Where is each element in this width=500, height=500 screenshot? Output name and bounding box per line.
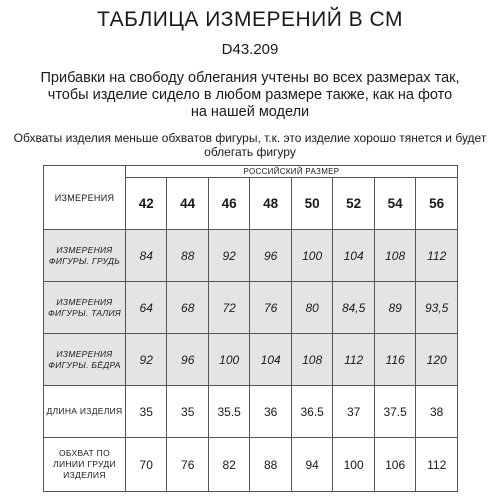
table-row [44,334,458,386]
table-cell: 100 [208,334,249,386]
table-cell: 35 [125,386,166,438]
table-cell: 38 [416,386,458,438]
size-header: 44 [167,178,208,230]
table-cell: 76 [250,282,291,334]
table-cell: 104 [250,334,291,386]
size-band-row [44,166,458,178]
table-cell: 108 [291,334,332,386]
table-cell: 96 [167,334,208,386]
measurements-header: ИЗМЕРЕНИЯ [44,166,126,230]
product-code: D43.209 [221,41,279,58]
table-cell: 72 [208,282,249,334]
size-header: 56 [416,178,458,230]
table-cell: 100 [333,438,374,492]
table-cell: 112 [416,230,458,282]
size-header: 54 [374,178,415,230]
table-cell: 112 [416,438,458,492]
size-header: 46 [208,178,249,230]
russian-size-header: РОССИЙСКИЙ РАЗМЕР [125,166,457,178]
table-row [44,282,458,334]
table-cell: 37 [333,386,374,438]
table-cell: 35 [167,386,208,438]
page-title: ТАБЛИЦА ИЗМЕРЕНИЙ В СМ [97,8,403,31]
size-table [43,165,458,492]
stretch-note: Обхваты изделия меньше обхватов фигуры, т.к. это изделие хорошо тянется и будет облегать фигуру [13,131,487,159]
table-cell: 88 [167,230,208,282]
table-cell: 35.5 [208,386,249,438]
table-cell: 76 [167,438,208,492]
size-header: 52 [333,178,374,230]
table-cell: 70 [125,438,166,492]
table-cell: 116 [374,334,415,386]
table-cell: 94 [291,438,332,492]
table-row [44,386,458,438]
table-cell: 108 [374,230,415,282]
table-cell: 112 [333,334,374,386]
row-label: ИЗМЕРЕНИЯ ФИГУРЫ. ТАЛИЯ [44,282,126,334]
table-cell: 96 [250,230,291,282]
table-cell: 36 [250,386,291,438]
table-cell: 89 [374,282,415,334]
table-cell: 92 [125,334,166,386]
row-label: ДЛИНА ИЗДЕЛИЯ [44,386,126,438]
size-header: 48 [250,178,291,230]
table-cell: 93,5 [416,282,458,334]
table-cell: 36.5 [291,386,332,438]
table-cell: 68 [167,282,208,334]
table-cell: 100 [291,230,332,282]
table-cell: 84,5 [333,282,374,334]
table-row [44,438,458,492]
table-cell: 104 [333,230,374,282]
table-cell: 84 [125,230,166,282]
row-label: ОБХВАТ ПО ЛИНИИ ГРУДИ ИЗДЕЛИЯ [44,438,126,492]
table-cell: 80 [291,282,332,334]
table-cell: 64 [125,282,166,334]
fit-note: Прибавки на свободу облегания учтены во всех размерах так, чтобы изделие сидело в любом размере также, как на фото на нашей модели [40,70,460,120]
table-cell: 37.5 [374,386,415,438]
table-cell: 106 [374,438,415,492]
table-cell: 88 [250,438,291,492]
row-label: ИЗМЕРЕНИЯ ФИГУРЫ. ГРУДЬ [44,230,126,282]
table-row [44,230,458,282]
row-label: ИЗМЕРЕНИЯ ФИГУРЫ. БЁДРА [44,334,126,386]
table-cell: 92 [208,230,249,282]
table-cell: 120 [416,334,458,386]
size-header: 50 [291,178,332,230]
size-header: 42 [125,178,166,230]
table-cell: 82 [208,438,249,492]
